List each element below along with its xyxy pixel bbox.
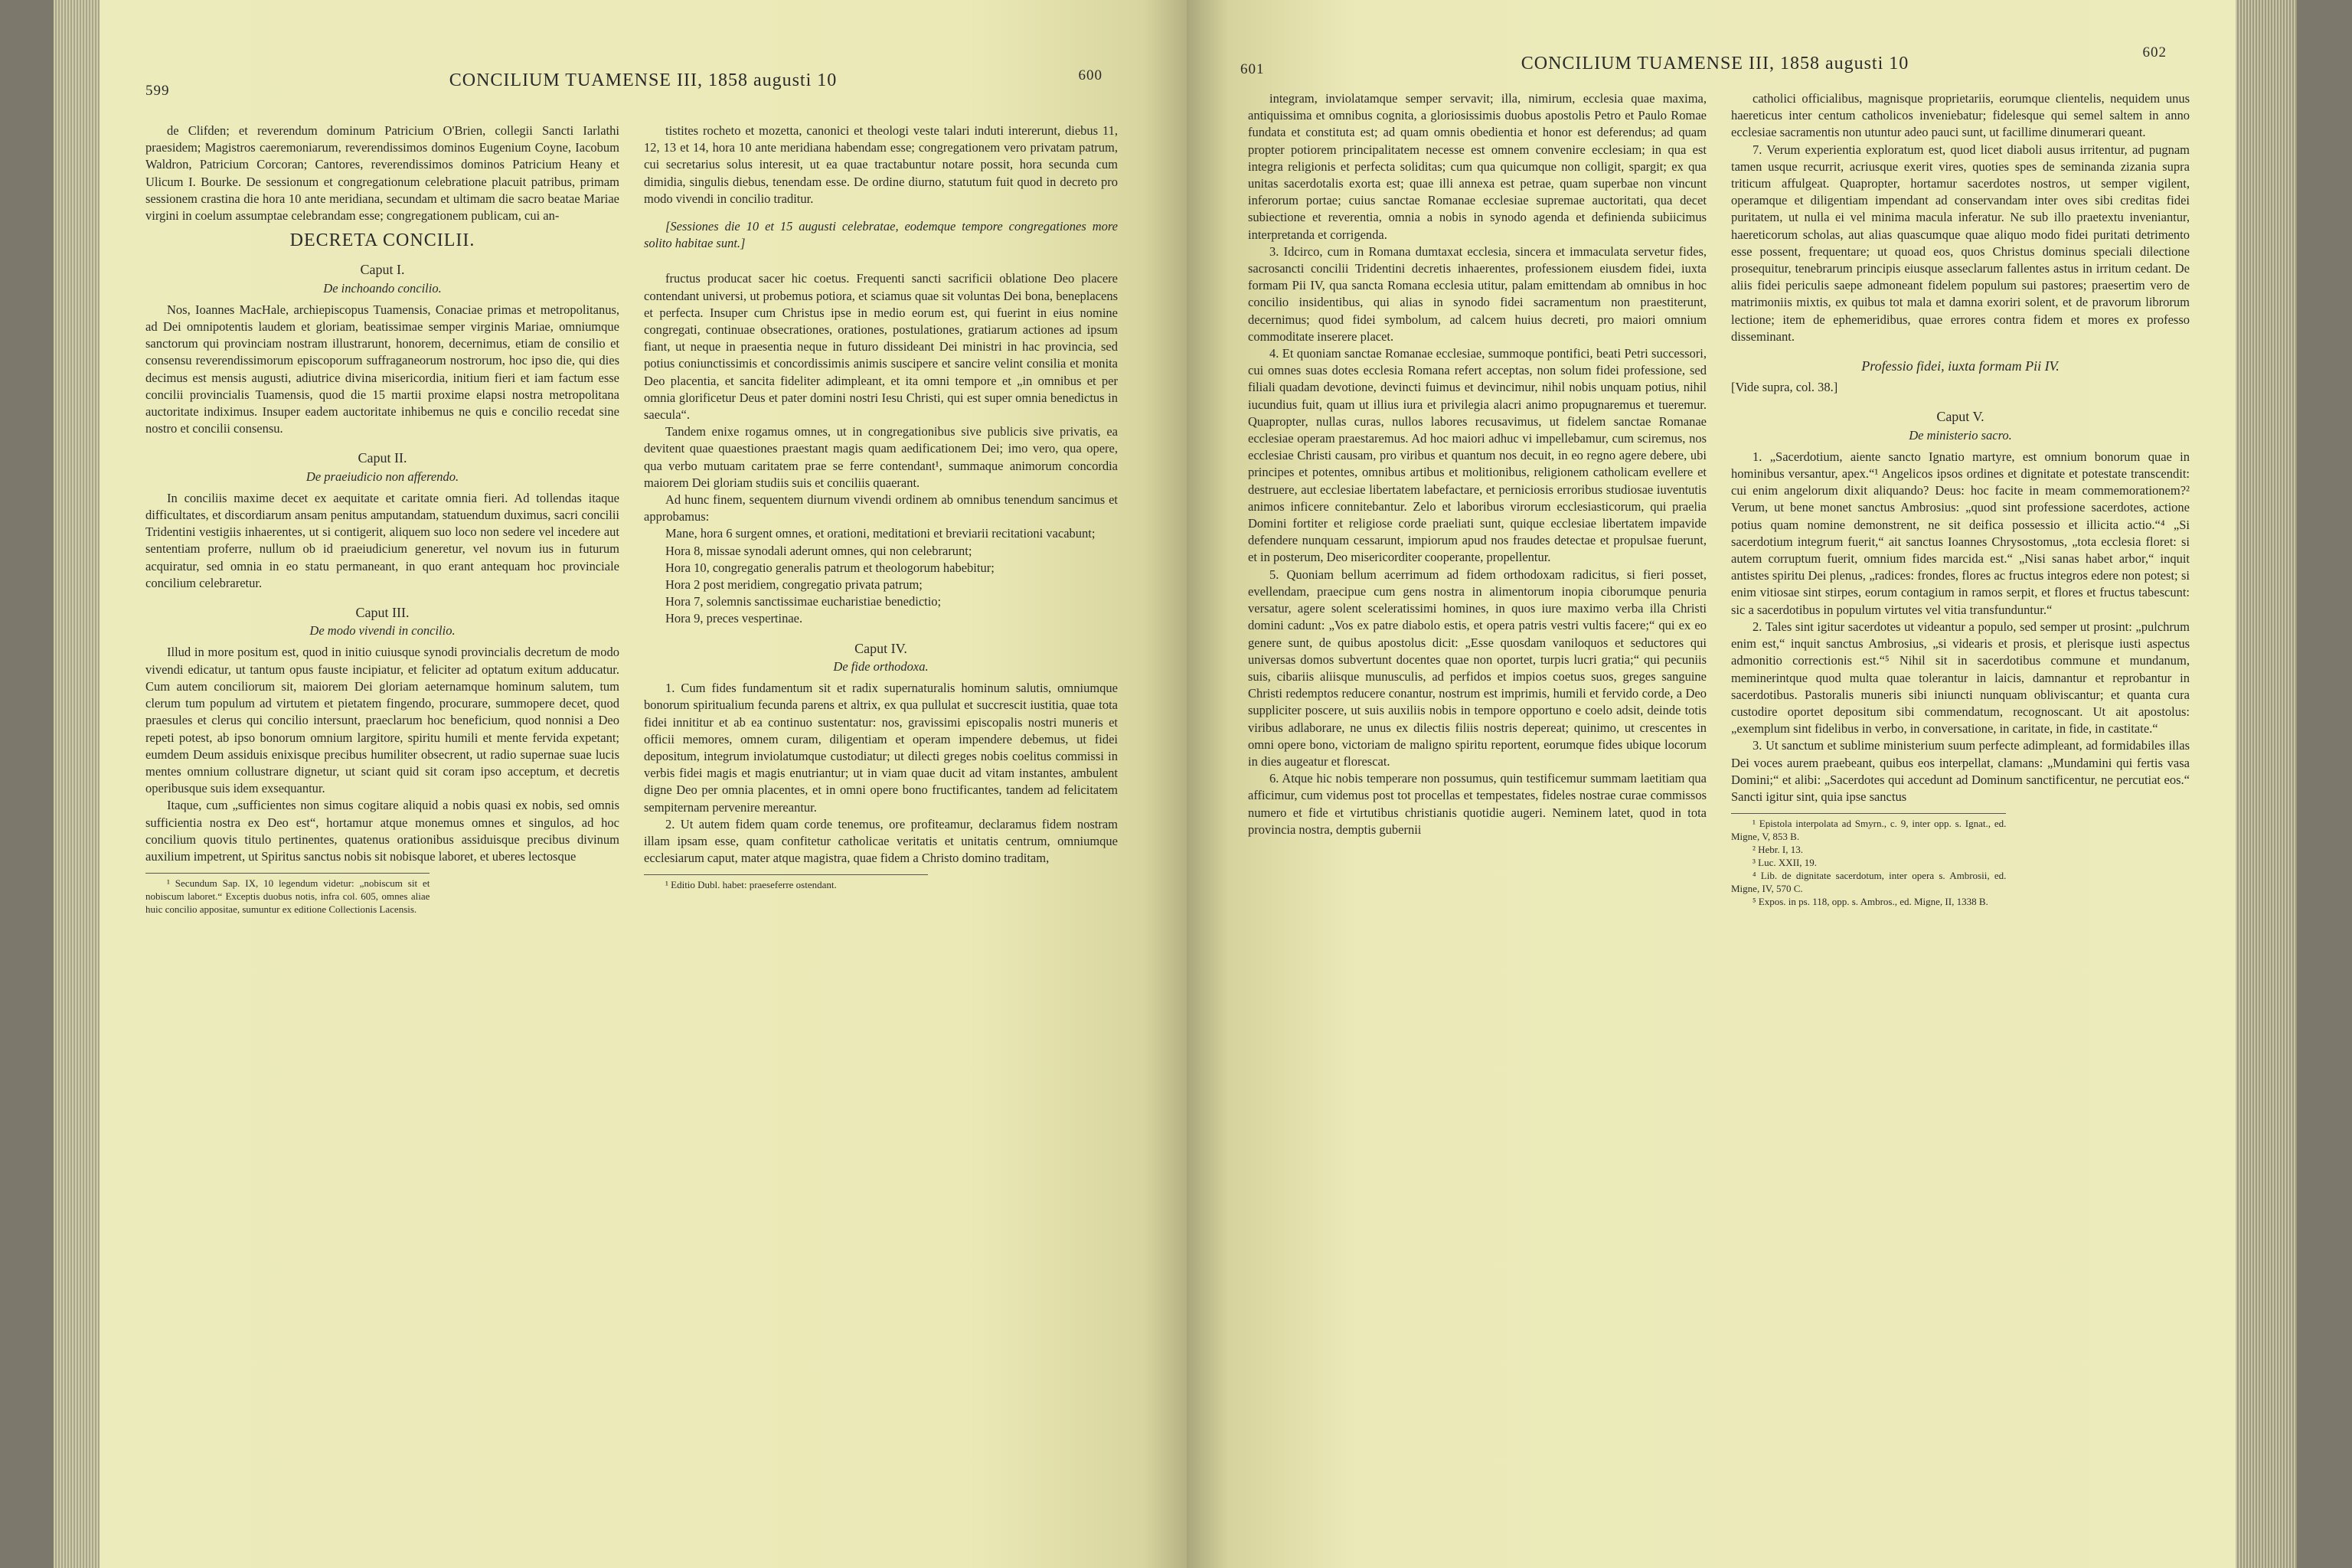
caput-3-subtitle: De modo vivendi in concilio. bbox=[309, 623, 456, 639]
intro-paragraph: de Clifden; et reverendum dominum Patricium O'Brien, collegii Sancti Iarlathi praesidem; Magistros caeremoniarum, reverendissimos dominos Eugenium Coyne, Iacobum Waldron, Patricium Corcoran; Cantores, reverendissimos dominos Patricium Heany et Ulicum I. Bourke. De sessionum et congregationum celebratione placuit patribus, primam sessionem crastina die hora 10 ante meridiana, secundam et ultimam die sacro beatae Mariae virgini in coelum assumptae celebrandam esse; congregationem publicam, cui an- bbox=[145, 123, 619, 224]
caput-5-text-1: 1. „Sacerdotium, aiente sancto Ignatio martyre, est omnium bonorum quae in hominibus versantur, apex.“¹ Angelicos ipsos ordines et dignitate et potestate transcendit: cui enim angelorum dixit aliquando? Deus: hoc facite in meam commemorationem?² Verum, ut bene monet sanctus Ambrosius: „quod sint professione sacerdotes, actione potius quam nomine demonstrent, ne sit deifica possessio et illicita actio.“⁴ „Si sacerdotium integrum fuerit,“ ait sanctus Ioannes Chrysostomus, „tota ecclesia floret: si autem corruptum fuerit, omnium fides marcida est.“ „Nisi sanas habet arbor,“ inquit antistes spiritu Dei plenus, „radices: frondes, flores ac fructus integros edere non potest; si enim vitiosae sint stirpes, eorum contagium in ramos serpit, et flores et fructus tabescunt: sic a sacerdotibus in populum virtutes vel vitia transfunduntur.“ bbox=[1731, 449, 2190, 617]
caput-4-title: Caput IV. bbox=[854, 640, 907, 656]
caput-4-text-2: 2. Ut autem fidem quam corde tenemus, ore profiteamur, declaramus fidem nostram illam ipsam esse, quam confitetur catholicae veritatis et unitatis centrum, omniumque ecclesiarum caput, mater atque magistra, quae fidem a Christo domino traditam, bbox=[644, 816, 1118, 866]
footnote-divider-2 bbox=[644, 874, 928, 891]
page-edges-right bbox=[2236, 0, 2297, 1568]
caput-5-text-2: 2. Tales sint igitur sacerdotes ut videantur a populo, sed semper ut prosint: „pulchrum enim est,“ inquit sanctus Ambrosius, „si videaris et prosis, et plerisque iusti aspectus admonitio correctionis est.“⁵ Nihil sit in sacerdotibus commune et mundanum, meminerintque quod multa quae tolerantur in laicis, damnantur et reprobantur in sacerdotibus. Pastoralis muneris sibi iniuncti nunquam obliviscantur; et quanta cura custodire oportet depositum sibi commendatum, recognoscant. Ut ait apostolus: „exemplum sint fidelibus in verbo, in conversatione, in caritate, in fide, in castitate.“ bbox=[1731, 619, 2190, 737]
intro-paragraph-2: tistites rocheto et mozetta, canonici et theologi veste talari induti intererunt, diebus 11, 12, 13 et 14, hora 10 ante meridiana habendam esse; congregationem vero privatam patrum, cui secretarius solus interesit, ut ea quae tractabuntur notare possit, hora secunda cum dimidia, singulis diebus, tenendam esse. De ordine diurno, statutum fuit quod in decreto pro modo vivendi in concilio traditur. bbox=[644, 123, 1118, 206]
footnote-right-3: ³ Luc. XXII, 19. bbox=[1753, 857, 1818, 869]
footnote-divider bbox=[145, 873, 430, 916]
right-col1-text-3: 4. Et quoniam sanctae Romanae ecclesiae, summoque pontifici, beati Petri successori, cui omnes suas dotes ecclesia Romana refert acceptas, non solum fidei professione, sed filiali quadam devotione, devincti fuimus et devincimur, nihil nobis unquam potius, nihil iucundius fuit, quam ut illius iura et privilegia alacri animo propugnaremus et tueremur. Quapropter, nullas curas, nullos labores recusavimus, ut fidelem sanctae Romanae ecclesiae operam praestaremus. Ad hoc maiori adhuc vi impellebamur, cum sciremus, nos ecclesiae Christi causam, pro viribus et quantum nos decuit, in eo regno agere debere, ubi principes et potentes, omnibus artibus et molitionibus, religionem catholicam evellere et destruere, aut ecclesiae libertatem labefactare, et perniciosis erroribus studiosae iuventutis animos inficere connitebantur. Zelo et laboribus virorum ecclesiasticorum, qui praelia Domini fortiter et religiose corde praeliati sunt, quique ecclesiae libertatem impavide defendere nunquam cessarunt, impiorum apud nos fraudes detectae et propulsae fuerunt, et in posterum, Deo misericorditer cooperante, propellentur. bbox=[1248, 346, 1707, 565]
left-column-2 bbox=[644, 122, 1118, 1537]
footnote-right-2: ² Hebr. I, 13. bbox=[1753, 844, 1803, 856]
col2-text-3: Ad hunc finem, sequentem diurnum vivendi ordinem ab omnibus tenendum sancimus et approbamus: bbox=[644, 492, 1118, 524]
footnote-right-5: ⁵ Expos. in ps. 118, opp. s. Ambros., ed. Migne, II, 1338 B. bbox=[1753, 896, 1988, 908]
schedule-item: Hora 2 post meridiem, congregatio privata patrum; bbox=[665, 577, 923, 593]
right-page bbox=[1187, 0, 2243, 1568]
sessions-note: [Sessiones die 10 et 15 augusti celebratae, eodemque tempore congregationes more solito habitae sunt.] bbox=[644, 219, 1118, 251]
caput-3-title: Caput III. bbox=[355, 605, 410, 621]
right-col1-text-5: 6. Atque hic nobis temperare non possumus, quin testificemur summam laetitiam qua afficimur, cum videmus post tot procellas et tempestates, fideles nostrae curae commissos numero et fide et virtutibus christianis quotidie augeri. Neminem latet, quod in tota provincia nostra, demptis gubernii bbox=[1248, 771, 1707, 837]
open-book bbox=[54, 0, 2289, 1568]
caput-3-text: Illud in more positum est, quod in initio cuiusque synodi provincialis decretum de modo vivendi edicatur, ut tantum opus fauste incipiatur, et feliciter ad optatum exitum adducatur. Cum autem conciliorum sit, maiorem Dei gloriam aeternamque hominum salutem, tum clerum tum populum ad virtutem et pietatem fingendo, procurare, summopere decet, quod praesules et clerus qui concilio intersunt, praeclarum hoc beneficium, quod nonnisi a Deo repeti potest, ab ipso bonorum omnium largitore, spiritu humili et mente fervida expetant; eumdem Deum assiduis enixisque precibus humiliter obsecrent, ut radio supernae suae lucis mentes omnium collustrare dignetur, ut sciant quid sit coram ipso acceptum, et decretis operibusque suis idem exsequantur. bbox=[145, 645, 619, 796]
right-col1-text-2: 3. Idcirco, cum in Romana dumtaxat ecclesia, sincera et immaculata servetur fides, sacrosancti concilii Tridentini decretis inhaerentes, professionem eiusdem fidei, iuxta formam Pii IV, qua sancta Romana ecclesia utitur, palam emittendam ab omnibus in hoc concilio insidentibus, qui alias in synodo fidei sacramentum non praestiterunt, decernimus; quod fidei symbolum, ad calcem huius decreti, pro maiori omnium commoditate inserere placet. bbox=[1248, 243, 1707, 344]
footnote-right-4: ⁴ Lib. de dignitate sacerdotum, inter opera s. Ambrosii, ed. Migne, IV, 570 C. bbox=[1731, 870, 2007, 895]
right-column-number: 601 bbox=[1240, 61, 1265, 77]
caput-5-subtitle: De ministerio sacro. bbox=[1909, 427, 2012, 443]
caput-2-title: Caput II. bbox=[358, 450, 407, 466]
schedule-item: Mane, hora 6 surgent omnes, et orationi, meditationi et breviarii recitationi vacabunt; bbox=[665, 526, 1096, 541]
caput-3-text-2: Itaque, cum „sufficientes non simus cogitare aliquid a nobis quasi ex nobis, sed omnis sufficientia nostra ex Deo est“, hortamur atque monemus omnes et singulos, ad hoc concilium quovis titulo pertinentes, quatenus orationibus assiduisque precibus divinum auxilium impetrent, ut Spiritus sanctus nobis sit nobisque laboret, et uberes lectosque bbox=[145, 798, 619, 864]
caput-4-text: 1. Cum fides fundamentum sit et radix supernaturalis hominum salutis, omniumque bonorum spiritualium fecunda parens et altrix, ex qua pullulat et succrescit iustitia, quae tota fidei innititur et ab ea continuo sustentatur: nos, gravissimi episcopalis nostri muneris et officii memores, omnem curam, diligentiam et operam impendere debemus, ut fidei depositum, integrum inviolatumque custodiatur; ut dilecti greges nobis coelitus commissi in verbis fidei magis et magis enutriantur; ut in viam quae ducit ad vitam instantes, ambulent digne Deo per omnia placentes, et in omni opere bono fructificantes, tandem ad felicitatem sempiternam pervenire mereantur. bbox=[644, 681, 1118, 815]
decreta-heading: DECRETA CONCILII. bbox=[289, 230, 475, 251]
left-column-1 bbox=[145, 122, 619, 1537]
vide-reference: [Vide supra, col. 38.] bbox=[1731, 380, 1838, 395]
right-col2-text-1: catholici officialibus, magnisque proprietariis, eorumque clientelis, nequidem unus haereticus inter centum catholicos inveniebatur; fidelesque qui semel saltem in anno ecclesiae sacramentis non utuntur adeo pauci sunt, ut facillime dinumerari queant. bbox=[1731, 91, 2190, 140]
right-page-number: 602 bbox=[2142, 44, 2167, 60]
left-page bbox=[100, 0, 1187, 1568]
left-running-title: CONCILIUM TUAMENSE III, 1858 augusti 10 bbox=[449, 70, 838, 90]
caput-2-subtitle: De praeiudicio non afferendo. bbox=[305, 469, 459, 484]
right-col2-text-2: 7. Verum experientia exploratum est, quod licet diaboli ausus irritentur, ad pugnam tamen usque recurrit, acriusque exerit vires, quoties spes de seminanda zizania supra triticum affulgeat. Quapropter, hortamur sacerdotes nostros, ut semper vigilent, operamque et diligentiam impendant ad conservandam inter oves sibi creditas fidei puritatem, ut nulla ei vel minima macula inferatur. Ne sub illo praetextu inveniantur, haereticorum scholas, aut alias quascumque quae aliquo modo fidei puritati detrimento esse possent, frequentare; ut quoad eos, quos Christus dominus speciali dilectione prosequitur, tenebrarum principis eiusque asseclarum fallentes astus in irritum cedant. De aliis fidei periculis saepe admoneant fidelem populum sui pastores; praesertim vero de matrimoniis mixtis, ex quibus tot mala et damna exoriri solent, et de pravorum librorum lectione; item de ephemeridibus, quae errores contra fidem et mores ex professo disseminant. bbox=[1731, 142, 2190, 344]
right-column-2 bbox=[1731, 90, 2190, 1537]
right-running-title: CONCILIUM TUAMENSE III, 1858 augusti 10 bbox=[1521, 54, 1909, 74]
right-columns bbox=[1248, 90, 2190, 1537]
caput-1-title: Caput I. bbox=[360, 262, 405, 278]
left-running-head bbox=[100, 54, 1187, 100]
caput-2-text: In conciliis maxime decet ex aequitate et caritate omnia fieri. Ad tollendas itaque difficultates, et discordiarum ansam penitus amputandam, statuendum duximus, sacri concilii Tridentini vestigiis inhaerentes, ut si contigerit, aliquem suo loco non sedere vel incedere aut sententiam proferre, nullum ob id praeiudicium generetur, vel novum ius in futurum acquiratur, sed omnia in eo statu permaneant, in quo erant antequam hoc provinciale concilium celebraretur. bbox=[145, 490, 619, 590]
right-column-1 bbox=[1248, 90, 1707, 1537]
schedule-item: Hora 7, solemnis sanctissimae eucharistiae benedictio; bbox=[665, 594, 942, 609]
right-col1-text-4: 5. Quoniam bellum acerrimum ad fidem orthodoxam radicitus, si fieri posset, evellendam, praecipue cum gens nostra in alimentorum inopia ciborumque penuria versatur, agere solent sceleratissimi homines, in quos iure maximo verba illa Christi domini cadunt: „Vos ex patre diabolo estis, et opera patris vestri vultis facere;“ qui ex eo genere sunt, de quibus apostolus dicit: „Esse quosdam vaniloquos et seductores qui universas domos subvertunt docentes quae non oportet, turpis lucri gratia;“ qui pecuniis suis, cibariis aliisque munusculis, ad perfidos et impios coetus suos, greges sanguine Christi redemptos reducere conantur, nostrum est imprimis, humili et fervido corde, a Deo suppliciter poscere, ut suis auxiliis nobis in tempore opportuno e coelo adsit, deinde totis viribus adlaborare, ne unus ex dilectis filiis nostris depereat; quinimo, ut crescentes in omni opere bono, victoriam de maligno spiritu reportent, eorumque fides ubique locorum in dies augeatur et florescat. bbox=[1248, 567, 1707, 769]
footnote-left-2: ¹ Editio Dubl. habet: praeseferre ostendant. bbox=[665, 879, 837, 891]
caput-5-title: Caput V. bbox=[1936, 409, 1984, 425]
footnote-left-1: ¹ Secundum Sap. IX, 10 legendum videtur: „nobiscum sit et nobiscum laboret.“ Exceptis duobus notis, infra col. 605, omnes aliae huic concilio appositae, sumuntur ex editione Collectionis Lacensis. bbox=[145, 877, 430, 916]
schedule-item: Hora 9, preces vespertinae. bbox=[665, 611, 803, 626]
left-columns bbox=[145, 122, 1118, 1537]
caput-1-text: Nos, Ioannes MacHale, archiepiscopus Tuamensis, Conaciae primas et metropolitanus, ad Dei omnipotentis laudem et gloriam, beatissimae semper virginis Mariae, omniumque sanctorum qui provinciam nostram illustrarunt, honorem, decernimus, etiam de consilio et consensu reverendissimorum episcoporum suffraganeorum nostrorum, hoc ipso die, qui dies decimus est mensis augusti, adiutrice divina misericordia, initium fieri et iam factum esse concilii provincialis Tuamensis, quod die 15 martii proxime elapsi nostra metropolitana auctoritate indiximus. Insuper eadem auctoritate inhibemus ne quis e concilio recedat sine nostro et concilii consensu. bbox=[145, 302, 619, 436]
left-column-number: 600 bbox=[1078, 67, 1102, 83]
footnotes-right bbox=[1731, 813, 2006, 908]
caput-5-text-3: 3. Ut sanctum et sublime ministerium suum perfecte adimpleant, ad formidabiles illas Dei voces aurem praebeant, quibus eos interpellat, clamans: „Mundamini qui fertis vasa Domini;“ et alibi: „Sacerdotes qui accedunt ad Dominum sanctificentur, ne percutiat eos.“ Sancti igitur sint, quia ipse sanctus bbox=[1731, 738, 2190, 804]
schedule-item: Hora 10, congregatio generalis patrum et theologorum habebitur; bbox=[665, 560, 995, 575]
footnote-right-1: ¹ Epistola interpolata ad Smyrn., c. 9, inter opp. s. Ignat., ed. Migne, V, 853 B. bbox=[1731, 818, 2007, 843]
professio-heading: Professio fidei, iuxta formam Pii IV. bbox=[1861, 358, 2060, 374]
caput-4-subtitle: De fide orthodoxa. bbox=[833, 658, 929, 674]
col2-text-1: fructus producat sacer hic coetus. Frequenti sancti sacrificii oblatione Deo placere contendant universi, ut probemus potiora, et sciamus quae sit voluntas Dei bona, beneplacens et perfecta. Insuper cum Christus ipse in medio eorum est, qui fuerint in eius nomine congregati, continuae obsecrationes, orationes, postulationes, gratiarum actiones ad ipsum fiant, ut neque in praesentia neque in futuro dissideant Dei ministri in hac provincia, sed potius coniunctissimis et concordissimis animis suscipere et sancire velint consilia et monita Deo placentia, et sancita fideliter adimpleant, et ita omni tempore et „in omnibus et per omnia glorificetur Deus et pater domini nostri Iesu Christi, qui est super omnia benedictus in saecula“. bbox=[644, 271, 1118, 423]
right-col1-text-1: integram, inviolatamque semper servavit; illa, nimirum, ecclesia quae maxima, antiquissima et omnibus cognita, a gloriosissimis duobus apostolis Petro et Paulo Romae fundata et constituta est; ad quam omnis obedientia et honor est deferendus; ad quam propter potiorem principalitatem necesse est omnem convenire ecclesiam; in qua est integra religionis et perfecta soliditas; cum qua quicumque non colligit, spargit; ex qua unitas sacerdotalis exorta est; quae illi annexa est petrae, quam superbae non vincunt inferorum portae; cuius sanctae Romanae ecclesiae supremae auctoritati, qua decet subiectione et reverentia, omnia a nobis in synodo agenda et definienda subiicimus interpretanda et corrigenda. bbox=[1248, 91, 1707, 242]
col2-text-2: Tandem enixe rogamus omnes, ut in congregationibus sive publicis sive privatis, ea devitent quae quaestiones praestant magis quam aedificationem Dei; imo vero, qua opere, qua verbo mutuam caritatem prae se ferre contendant¹, summaque animorum concordia maiorem Dei gloriam studiis suis et conciliis quaerant. bbox=[644, 424, 1118, 490]
caput-1-subtitle: De inchoando concilio. bbox=[323, 280, 442, 296]
schedule-item: Hora 8, missae synodali aderunt omnes, qui non celebrarunt; bbox=[665, 543, 972, 558]
left-page-number: 599 bbox=[145, 83, 170, 99]
